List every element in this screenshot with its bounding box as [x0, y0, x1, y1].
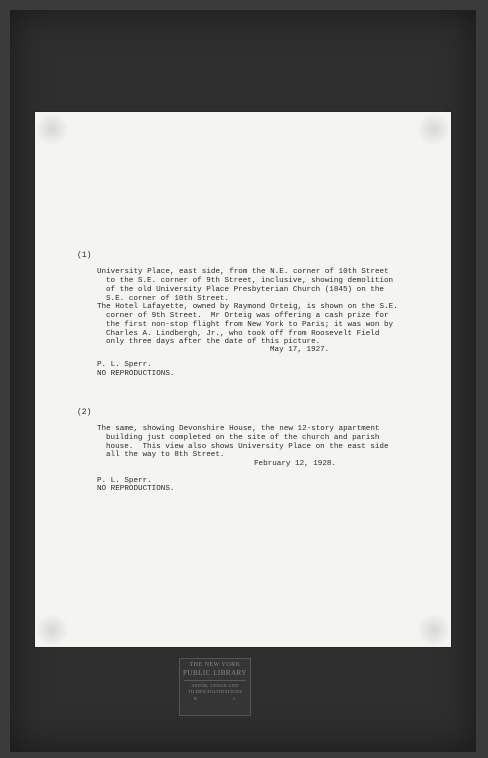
document-sheet: [35, 112, 451, 647]
stamp-marks: [180, 695, 250, 701]
item-2-para1-line3: house. This view also shows University Place on the east side: [106, 443, 389, 451]
stamp-line-3: ASTOR, LENOX AND: [191, 683, 239, 688]
photo-corner-mark: [35, 613, 69, 647]
item-2-date: February 12, 1928.: [254, 460, 337, 468]
item-1-credit: P. L. Sperr.: [97, 361, 152, 369]
library-stamp: [179, 658, 251, 716]
stamp-mark-right: L: [233, 696, 236, 701]
stamp-line-2: PUBLIC LIBRARY: [183, 669, 247, 677]
item-1-para1-line3: of the old University Place Presbyterian Church (1845) on the: [106, 286, 384, 294]
item-2-rights: NO REPRODUCTIONS.: [97, 485, 175, 493]
item-1-para1-line2: to the S.E. corner of 9th Street, inclusive, showing demolition: [106, 277, 394, 285]
item-1-rights: NO REPRODUCTIONS.: [97, 370, 175, 378]
item-1-label: (1): [77, 251, 92, 260]
photo-corner-mark: [35, 112, 69, 146]
item-1-para2-line3: the first non-stop flight from New York to Paris; it was won by: [106, 321, 394, 329]
stamp-line-1: THE NEW YORK: [189, 662, 241, 668]
stamp-line-4: TILDEN FOUNDATIONS: [187, 689, 243, 694]
photo-corner-mark: [417, 112, 451, 146]
item-2-para1-line2: building just completed on the site of the church and parish: [106, 434, 380, 442]
item-1-date: May 17, 1927.: [270, 346, 330, 354]
item-1-para2-line2: corner of 9th Street. Mr Orteig was offering a cash prize for: [106, 312, 389, 320]
item-1-para2-line1: The Hotel Lafayette, owned by Raymond Orteig, is shown on the S.E.: [97, 303, 398, 311]
stamp-mark-left: R: [194, 696, 198, 701]
item-1-para2-line4: Charles A. Lindbergh, Jr., who took off from Roosevelt Field: [106, 330, 380, 338]
item-2-para1-line1: The same, showing Devonshire House, the new 12-story apartment: [97, 425, 380, 433]
item-1-para1-line1: University Place, east side, from the N.E. corner of 10th Street: [97, 268, 389, 276]
item-1-para1-line4: S.E. corner of 10th Street.: [106, 295, 230, 303]
item-2-credit: P. L. Sperr.: [97, 477, 152, 485]
stamp-divider: [184, 680, 246, 681]
photo-corner-mark: [417, 613, 451, 647]
item-1-para2-line5: only three days after the date of this picture.: [106, 338, 321, 346]
item-2-para1-line4: all the way to 8th Street.: [106, 451, 225, 459]
item-2-label: (2): [77, 408, 92, 417]
